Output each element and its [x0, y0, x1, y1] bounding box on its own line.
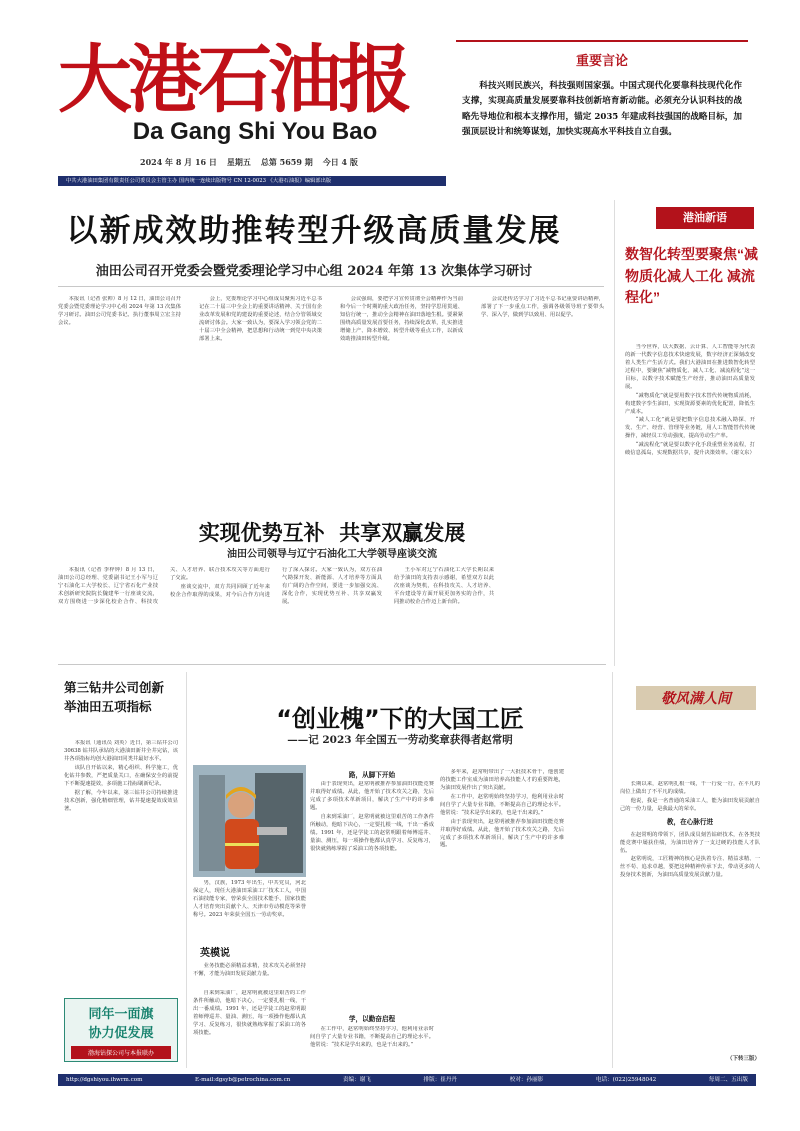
article1-subtitle: 油田公司召开党委会暨党委理论学习中心组 2024 年第 13 次集体学习研讨 [95, 264, 533, 279]
masthead-dateline [140, 157, 430, 168]
yingmo-title: 英模说 [200, 948, 230, 959]
article3-body-col2b: 在工作中，赵常明始终坚持学习，他利用业余时间自学了大量专业书籍，不断提高自己的理论水平。他常说：“技术是学出来的，也是干出来的。” [310, 1026, 434, 1048]
important-box [456, 40, 748, 190]
weekday: 星期五 [226, 157, 251, 167]
important-text: 科技兴则民族兴，科技强则国家强。中国式现代化要靠科技现代化作支撑，实现高质量发展要靠科技创新培育新动能。必须充分认识科技的战略先导地位和根本支撑作用，锚定 2035 年建成科技强国的战略目标，加强顶层设计和统筹谋划，加快实现高水平科技自立自强。 [462, 81, 742, 137]
footer-layout: 排版：崔丹丹 [423, 1077, 458, 1083]
drilling-title: 第三钻井公司创新举油田五项指标 [64, 681, 165, 715]
article3-body-left: 自来到采油厂，赵常明就被这里艰苦的工作条件所触动，他暗下决心，一定要扎根一线，干出一番成绩。1991 年，还是学徒工的赵常明跟着师傅巡井、量油、测压，每一项操作他都认真学习、反复练习，很快就熟练掌握了采油工的各项技能。 [193, 990, 306, 1036]
article1-divider [58, 286, 604, 287]
article1-body: 本报讯（记者 张帅）8 月 12 日，油田公司召开党委会暨党委理论学习中心组 2024 年第 13 次集体学习研讨。油田公司党委书记、执行董事周立宏主持会议。 会上，党委理论学习中心组成员聚焦习近平总书记在二十届三中全会上的重要讲话精神、关于国有企业改革发展和党的建设的重要论述，结合分管领域交流研讨体会。大家一致认为，要深入学习领会党的二十届三中全会精神，把思想和行动统一到党中央决策部署上来。 会议强调，要把学习宣传贯彻全会精神作为当前和今后一个时期的重大政治任务，坚持学思用贯通、知信行统一，推动全会精神在油田落地生根。要紧紧围绕高质量发展首要任务，持续深化改革，扎实推进增储上产、降本增效、转型升级等重点工作，以新成效助推油田转型升级。 会议还传达学习了习近平总书记重要讲话精神，部署了下一步重点工作，强调各级领导班子要带头学、深入学，做到学以致用、用以促学。 [58, 296, 604, 342]
footer-bar [58, 1074, 756, 1086]
footer-email[interactable]: E-mail:dgsyb@petrochina.com.cn [195, 1077, 291, 1083]
section-heading-1: 路，从脚下开始 [348, 771, 396, 779]
sidebar-title: 数智化转型要聚焦“减物质化减人工化 减流程化” [625, 246, 758, 306]
worker-photo [193, 765, 306, 877]
masthead-pinyin: Da Gang Shi You Bao [132, 118, 378, 145]
footer-proof: 校对：孙丽影 [509, 1077, 544, 1083]
masthead-banner: 中共大港油田集团有限责任公司委员会主管主办 国内统一连续出版物号 CN 12-0023 《大港石油报》编辑部出版 [58, 176, 446, 186]
ad-box [64, 998, 178, 1062]
footer-tel: 电话：(022)25948042 [595, 1077, 657, 1083]
important-heading: 重要言论 [575, 53, 628, 68]
yingmo-text: 业务技能必须精益求精，技术攻关必须坚持不懈，才能为油田发展贡献力量。 [193, 963, 306, 978]
column-label: 敬风满人间 [636, 686, 756, 710]
page-count: 今日 4 版 [322, 157, 358, 167]
ad-line2: 协力促发展 [88, 1025, 154, 1040]
article1-title: 以新成效助推转型升级高质量发展 [66, 213, 562, 249]
column-body: 长期以来，赵常明扎根一线，干一行爱一行，在平凡的岗位上做出了不平凡的成绩。 他说，我是一名普通的采油工人，能为油田发展贡献自己的一份力量，是我最大的荣幸。 教，在心脉行进 在赵常明的带领下，团队成员刻苦钻研技术，在各类技能竞赛中屡获佳绩，为油田培养了一支过硬的技能人才队伍。 赵常明说，工匠精神的核心是执着专注、精益求精、一丝不苟、追求卓越，要把这种精神传承下去，带动更多的人投身技术创新，为油田高质量发展贡献力量。 [620, 781, 760, 879]
sidebar-label: 港油新语 [656, 207, 754, 229]
worker-photo-image [193, 765, 306, 877]
sidebar-rule [614, 200, 615, 666]
article2-title: 实现优势互补 共享双赢发展 [198, 521, 466, 545]
footer-url[interactable]: http://dgshiyou.ihwrm.com [66, 1077, 143, 1083]
section-heading-3: 教，在心脉行进 [666, 817, 714, 826]
article3-body-col3: 多年来，赵常明带出了一大批技术骨干，他创建的技能工作室成为油田培养高技能人才的重要阵地，为油田发展作出了突出贡献。 在工作中，赵常明始终坚持学习，他利用业余时间自学了大量专业书籍，不断提高自己的理论水平。他常说：“技术是学出来的，也是干出来的。” 由于表现突出，赵常明被推荐参加油田技能竞赛并取得好成绩。从此，他开始了技术攻关之路，先后完成了多项技术革新项目，解决了生产中的许多难题。 [440, 769, 564, 849]
drilling-body: 本报讯（通讯员 刘英）近日，第三钻井公司 30638 钻井队承钻的大港油田新井全井完钻，该井各项指标均创大港油田同类井最好水平。 该队自开钻以来，精心组织、科学施工，优化钻井参数，严把质量关口，在确保安全的前提下不断提速提效，多项施工指标刷新纪录。 据了解，今年以来，第三钻井公司持续推进技术创新，强化精细管理，钻井提速提效成效显著。 [64, 740, 178, 812]
ad-line3: 渤海钻探公司与本报联办 [71, 1046, 171, 1059]
article2-body: 本报讯（记者 李梓钟）8 月 13 日，油田公司总经理、党委副书记王小军与辽宁石油化工大学校长、辽宁省石化产业技术创新研究院院长魏建华一行座谈交流，双方围绕进一步深化校企合作、科技攻关、人才培养、联合技术攻关等方面进行了交流。 座谈交流中，双方共同回顾了近年来校企合作取得的成果，对今后合作方向进行了深入探讨。大家一致认为，双方在油气勘探开发、新能源、人才培养等方面具有广阔的合作空间，要进一步加强交流、深化合作，实现优势互补、共享双赢发展。 王小军对辽宁石油化工大学长期以来给予油田的支持表示感谢，希望双方以此次座谈为契机，在科技攻关、人才培养、平台建设等方面开展更加务实的合作，共同推动校企合作迈上新台阶。 [58, 567, 494, 605]
footer-editor: 责编：谢飞 [342, 1077, 371, 1083]
ad-line1: 同年一面旗 [88, 1006, 154, 1021]
article2-subtitle: 油田公司领导与辽宁石油化工大学领导座谈交流 [227, 549, 437, 560]
issue-number: 总第 5659 期 [260, 157, 313, 167]
photo-caption: 男，汉族，1973 年出生，中共党员，河北保定人，现任大港油田采油工厂技术工人，中国石油技能专家，曾荣获全国技术能手、国家技能人才培育突出贡献个人、天津市劳动模范等荣誉称号。2023 年荣获全国五一劳动奖章。 [193, 880, 306, 918]
section-heading-2: 学，以勤奋启程 [348, 1015, 396, 1023]
column-rule-right [612, 672, 613, 1068]
continued-note: （下转三版） [726, 1056, 760, 1062]
column-rule-left [186, 672, 187, 1068]
footer-schedule: 每周二、五出版 [708, 1077, 748, 1083]
masthead-title: 大港石油报 [58, 40, 408, 120]
article2-divider [58, 664, 606, 665]
sidebar-body: 当今世界，以大数据、云计算、人工智能等为代表的新一代数字信息技术快速发展，数字经济正深刻改变着人类生产生活方式。我们大港油田在推进数智化转型过程中，要聚焦“减物质化、减人工化、减流程化”这一目标，以数字技术赋能生产经营，推动油田高质量发展。 “减物质化”就是要用数字技术替代传统物质消耗，构建数字孪生油田，实现资源要素的优化配置，降低生产成本。 “减人工化”就是要把数字信息技术融入勘探、开发、生产、经营、管理等业务链，用人工智能替代传统操作，减轻员工劳动强度，提高劳动生产率。 “减流程化”就是要以数字化手段重塑业务流程，打破信息孤岛，实现数据共享，提升决策效率。（谢文东） [625, 344, 755, 457]
date: 2024 年 8 月 16 日 [140, 157, 217, 167]
article3-title: “创业槐”下的大国工匠 [276, 705, 524, 733]
article3-body-col2: 由于表现突出，赵常明被推荐参加油田技能竞赛并取得好成绩。从此，他开始了技术攻关之路，先后完成了多项技术革新项目，解决了生产中的许多难题。 自来到采油厂，赵常明就被这里艰苦的工作条件所触动，他暗下决心，一定要扎根一线，干出一番成绩。1991 年，还是学徒工的赵常明跟着师傅巡井、量油、测压，每一项操作他都认真学习、反复练习，很快就熟练掌握了采油工的各项技能。 [310, 781, 434, 852]
article3-subtitle: ——记 2023 年全国五一劳动奖章获得者赵常明 [287, 734, 513, 746]
